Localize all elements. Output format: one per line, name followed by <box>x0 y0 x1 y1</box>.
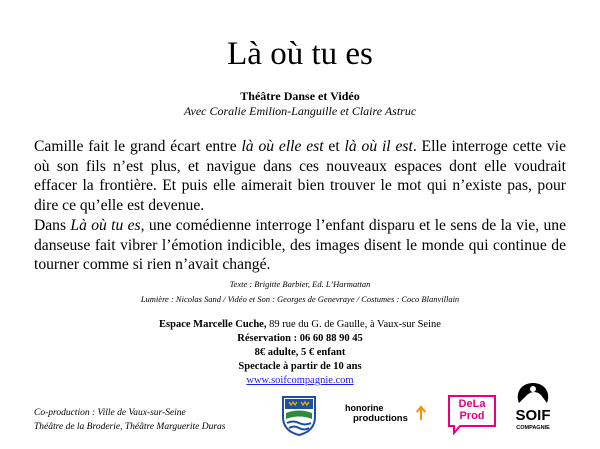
show-subtitle: Théâtre Danse et Vidéo <box>240 89 360 103</box>
p2-emphasis-1: Là où tu es <box>70 217 141 234</box>
p1-emphasis-2: là où il est <box>344 138 413 155</box>
venue-name: Espace Marcelle Cuche, <box>159 319 267 330</box>
age-limit: Spectacle à partir de 10 ans <box>238 361 362 372</box>
p1-text-2: et <box>323 138 345 155</box>
soif-logo-line2: COMPAGNIE <box>516 425 550 431</box>
credit-technical: Lumière : Nicolas Sand / Vidéo et Son : Georges de Genevraye / Costumes : Coco Blanvillain <box>140 294 460 304</box>
description-paragraph-2 <box>34 216 566 275</box>
delaprod-logo-line2: Prod <box>459 410 485 422</box>
website-link[interactable]: www.soifcompagnie.com <box>246 375 354 386</box>
soif-compagnie-logo <box>507 381 559 439</box>
credit-text-author: Texte : Brigitte Barbier, Ed. L’Harmattan <box>229 279 371 289</box>
p1-emphasis-1: là où elle est <box>241 138 324 155</box>
venue-address: 89 rue du G. de Gaulle, à Vaux-sur Seine <box>266 319 441 330</box>
p1-text-1: Camille fait le grand écart entre <box>34 138 242 155</box>
coproduction-line-2: Théâtre de la Broderie, Théâtre Marguerite Duras <box>34 422 226 432</box>
honorine-logo-line1: honorine <box>345 403 384 413</box>
delaprod-logo <box>446 393 498 435</box>
page-title: Là où tu es <box>227 36 373 72</box>
cast-line: Avec Coralie Emilion-Languille et Claire Astruc <box>183 104 417 118</box>
up-arrow-icon <box>415 405 427 421</box>
p2-text-1: Dans <box>34 217 71 234</box>
p1-text-3: . Elle interroge cette vie où son fils n’est plus, et navigue dans ces nouveaux espaces dont elle voudrait effacer la frontière. Et puis elle aimerait bien trouver le mot qui n’existe pas, pour dire ce qu’elle est devenue. <box>34 138 566 214</box>
soif-logo-line1: SOIF <box>515 407 551 424</box>
description-paragraph-1 <box>34 137 566 215</box>
coproduction-line-1: Co-production : Ville de Vaux-sur-Seine <box>34 408 186 418</box>
delaprod-logo-line1: DeLa <box>458 398 486 410</box>
honorine-productions-logo <box>345 401 433 427</box>
reservation-phone: Réservation : 06 60 88 90 45 <box>237 333 363 344</box>
honorine-logo-line2: productions <box>353 413 408 424</box>
venue-line <box>0 318 600 332</box>
vaux-sur-seine-crest-icon <box>279 393 319 437</box>
ticket-prices: 8€ adulte, 5 € enfant <box>254 347 346 358</box>
p2-text-2: , une comédienne interroge l’enfant disparu et le sens de la vie, une danseuse fait vibrer l’émotion indicible, des images disent le monde qui continue de tourner comme si rien n’avait changé. <box>34 217 566 274</box>
